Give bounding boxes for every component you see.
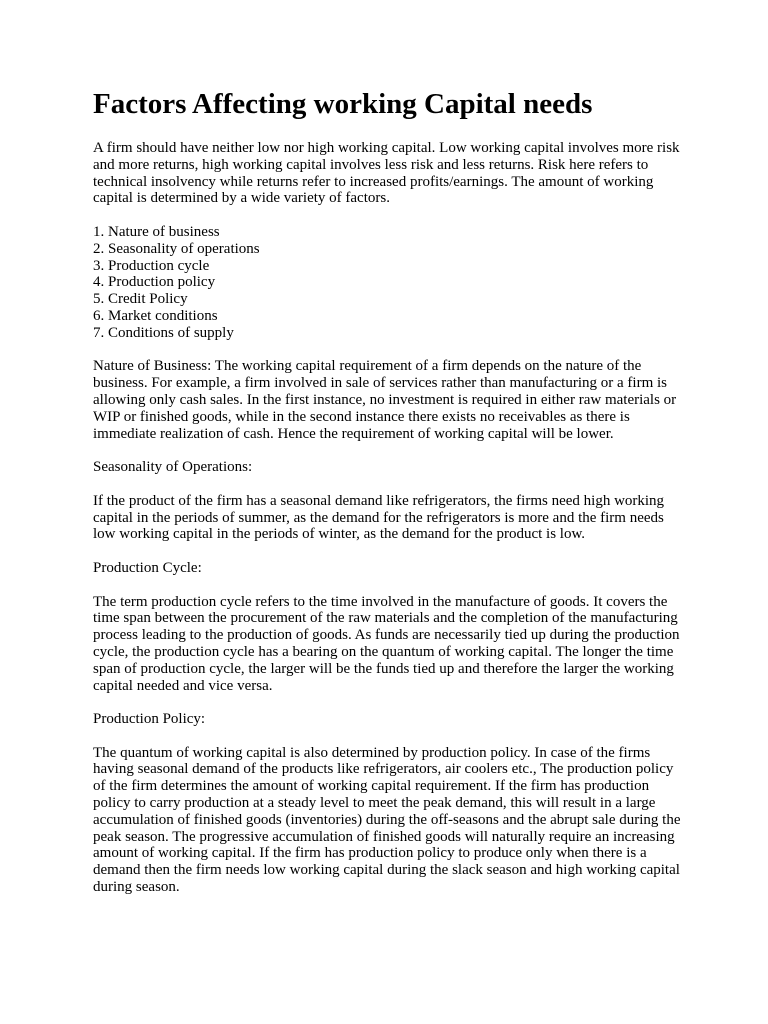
list-item: 4. Production policy — [93, 274, 216, 291]
intro-paragraph: A firm should have neither low nor high working capital. Low working capital involves more risk and more returns, high working capital involves less risk and less returns. Risk here refers to technical insolvency while returns refer to increased profits/earnings. The amount of working capital is determined by a wide variety of factors. — [93, 140, 680, 207]
production-policy-heading: Production Policy: — [93, 711, 206, 728]
list-item: 1. Nature of business — [93, 223, 220, 240]
seasonality-heading: Seasonality of Operations: — [93, 459, 253, 476]
list-item: 3. Production cycle — [93, 257, 210, 274]
seasonality-paragraph: If the product of the firm has a seasonal demand like refrigerators, the firms need high working capital in the periods of summer, as the demand for the refrigerators is more and the firm needs low working capital in the periods of winter, as the demand for the product is low. — [93, 492, 665, 543]
production-policy-paragraph: The quantum of working capital is also determined by production policy. In case of the firms having seasonal demand of the products like refrigerators, air coolers etc., The production policy of the firm determines the amount of working capital requirement. If the firm has production policy to carry production at a steady level to meet the peak demand, this will result in a large accumulation of finished goods (inventories) during the off-seasons and the abrupt sale during the peak season. The progressive accumulation of finished goods will naturally require an increasing amount of working capital. If the firm has production policy to produce only when there is a demand then the firm needs low working capital during the slack season and high working capital during season. — [93, 744, 681, 896]
production-cycle-paragraph: The term production cycle refers to the time involved in the manufacture of goods. It covers the time span between the procurement of the raw materials and the completion of the manufacturing process leading to the production of goods. As funds are necessarily tied up during the production cycle, the production cycle has a bearing on the quantum of working capital. The longer the time span of production cycle, the larger will be the funds tied up and therefore the larger the working capital needed and vice versa. — [93, 593, 680, 694]
production-cycle-heading: Production Cycle: — [93, 559, 202, 576]
list-item: 5. Credit Policy — [93, 291, 188, 308]
list-item: 6. Market conditions — [93, 307, 218, 324]
list-item: 7. Conditions of supply — [93, 324, 234, 341]
list-item: 2. Seasonality of operations — [93, 240, 260, 257]
page-title: Factors Affecting working Capital needs — [93, 88, 593, 120]
nature-of-business-paragraph: Nature of Business: The working capital requirement of a firm depends on the nature of the business. For example, a firm involved in sale of services rather than manufacturing or a firm is allowing only cash sales. In the first instance, no investment is required in either raw materials or WIP or finished goods, while in the second instance there exists no receivables as there is immediate realization of cash. Hence the requirement of working capital will be lower. — [93, 358, 677, 442]
document-page — [93, 84, 683, 913]
factors-list — [93, 224, 683, 342]
